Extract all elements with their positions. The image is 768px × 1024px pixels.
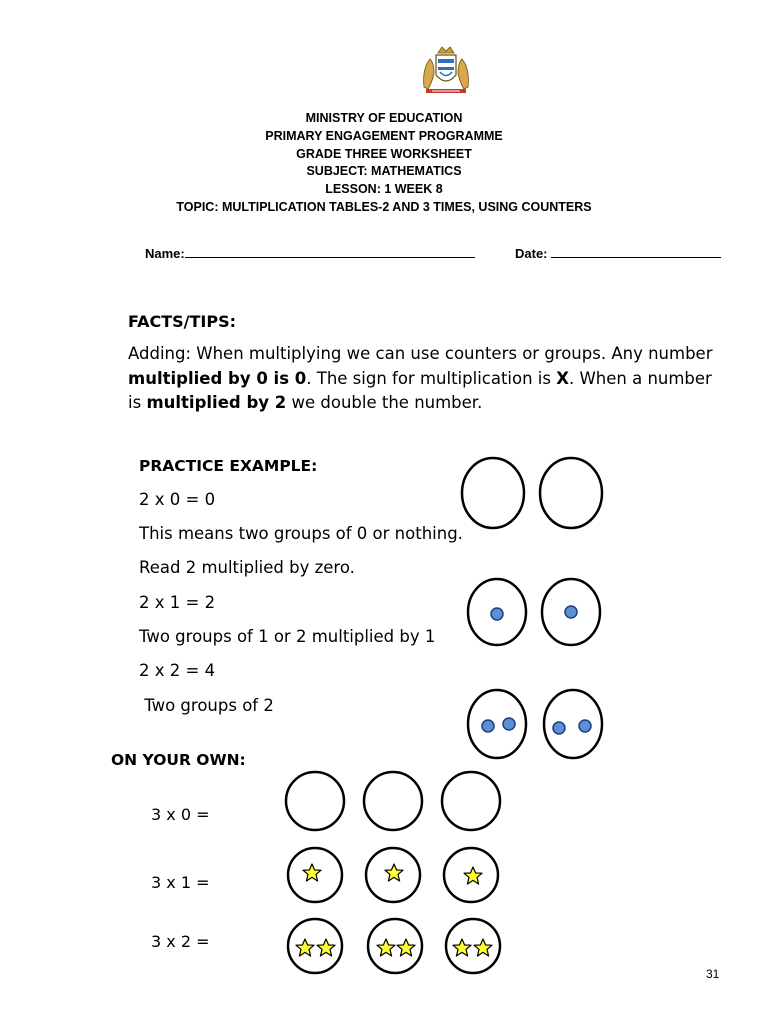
header-topic: TOPIC: MULTIPLICATION TABLES-2 AND 3 TIMES, USING COUNTERS [176, 200, 592, 214]
coat-of-arms-icon [418, 45, 474, 97]
star-icon [377, 939, 395, 956]
problem-3x1: 3 x 1 = [151, 873, 210, 892]
star-icon [296, 939, 314, 956]
empty-group-ring [462, 458, 524, 528]
counter-dot [503, 718, 515, 730]
counter-dot [579, 720, 591, 732]
problem-3x2: 3 x 2 = [151, 932, 210, 951]
counter-dot [553, 722, 565, 734]
star-icon [464, 867, 482, 884]
header-worksheet: GRADE THREE WORKSHEET [296, 147, 472, 161]
practice-example-heading: PRACTICE EXAMPLE: [139, 457, 318, 475]
practice-groups-illustration [455, 450, 615, 770]
practice-line: Two groups of 2 [139, 696, 274, 715]
date-line[interactable] [551, 246, 721, 258]
problem-3x0: 3 x 0 = [151, 805, 210, 824]
practice-line: 2 x 0 = 0 [139, 490, 216, 509]
name-line[interactable] [185, 246, 475, 258]
page-number: 31 [706, 967, 720, 981]
header-ministry: MINISTRY OF EDUCATION [305, 111, 463, 125]
empty-group-ring [286, 772, 344, 830]
empty-group-ring [540, 458, 602, 528]
practice-line: 2 x 2 = 4 [139, 661, 216, 680]
facts-tips-heading: FACTS/TIPS: [128, 312, 237, 331]
empty-group-ring [364, 772, 422, 830]
star-icon [385, 864, 403, 881]
name-label: Name: [145, 246, 185, 261]
counter-dot [565, 606, 577, 618]
name-field[interactable] [145, 246, 475, 261]
on-your-own-groups-illustration [278, 765, 510, 987]
practice-line: Read 2 multiplied by zero. [139, 558, 355, 577]
counter-dot [482, 720, 494, 732]
practice-line: This means two groups of 0 or nothing. [139, 524, 463, 543]
group-ring [468, 690, 526, 758]
facts-tips-paragraph: Adding: When multiplying we can use counters or groups. Any number multiplied by 0 is 0. The sign for multiplication is X. When a number is multiplied by 2 we double the number. [128, 344, 713, 412]
date-field[interactable] [515, 246, 721, 261]
star-icon [303, 864, 321, 881]
empty-group-ring [442, 772, 500, 830]
counter-dot [491, 608, 503, 620]
practice-line: 2 x 1 = 2 [139, 593, 216, 612]
group-ring [544, 690, 602, 758]
on-your-own-heading: ON YOUR OWN: [111, 751, 246, 769]
practice-line: Two groups of 1 or 2 multiplied by 1 [139, 627, 436, 646]
header-subject: SUBJECT: MATHEMATICS [306, 164, 462, 178]
star-icon [474, 939, 492, 956]
date-label: Date: [515, 246, 548, 261]
star-icon [453, 939, 471, 956]
header-programme: PRIMARY ENGAGEMENT PROGRAMME [265, 129, 503, 143]
star-icon [317, 939, 335, 956]
header-lesson: LESSON: 1 WEEK 8 [325, 182, 443, 196]
star-icon [397, 939, 415, 956]
